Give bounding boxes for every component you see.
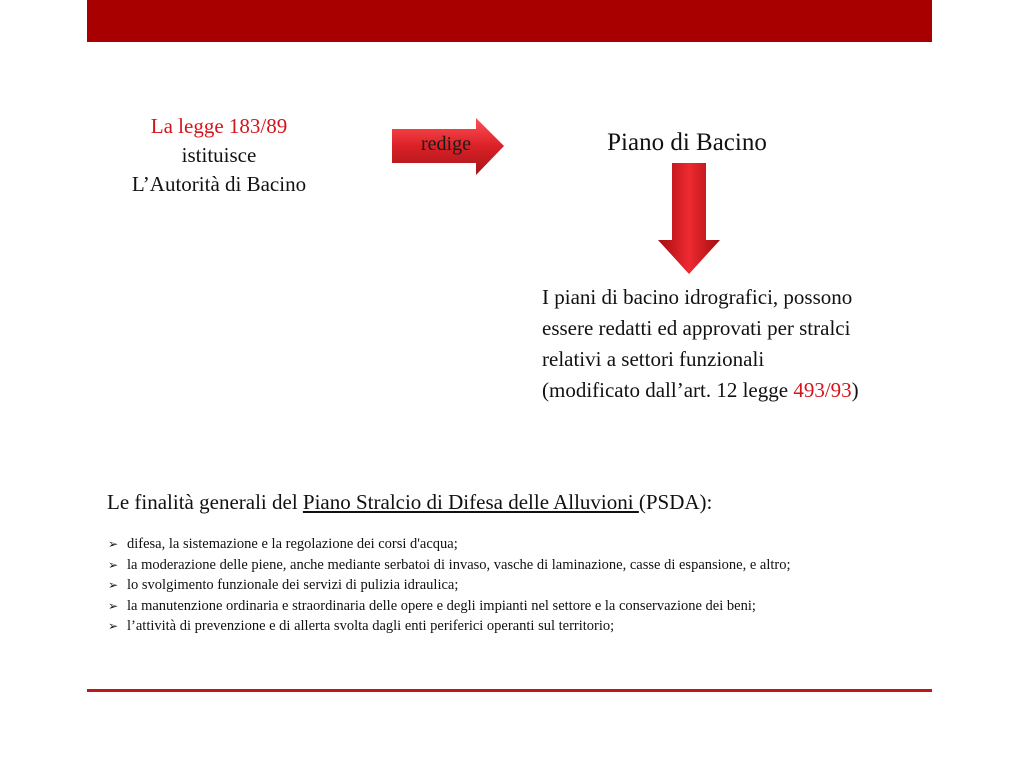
list-item: [107, 534, 907, 555]
authority-name: L’Autorità di Bacino: [131, 172, 307, 196]
law-reference: La legge 183/89: [150, 114, 288, 138]
goals-intro: Le finalità generali del: [107, 490, 303, 514]
list-item: [107, 555, 907, 576]
arrowhead-bullet-icon: ➢: [108, 537, 119, 551]
arrowhead-bullet-icon: ➢: [108, 598, 119, 613]
list-item-text: la moderazione delle piene, anche mediante serbatoi di invaso, vasche di laminazione, casse di espansione, e altro;: [127, 556, 791, 573]
arrowhead-bullet-icon: ➢: [108, 619, 119, 633]
law-493-93-reference: 493/93: [793, 378, 852, 402]
psda-acronym: (PSDA):: [638, 490, 713, 514]
law-block: [100, 112, 338, 199]
list-item: [107, 616, 907, 637]
goals-list: [107, 534, 907, 637]
list-item-text: lo svolgimento funzionale dei servizi di pulizia idraulica;: [127, 577, 459, 593]
header-bar: [87, 0, 932, 42]
arrowhead-bullet-icon: ➢: [108, 557, 119, 572]
plan-description-text: I piani di bacino idrografici, possono essere redatti ed approvati per stralci relativi a settori funzionali (modificato dall’art. 12 legge: [542, 285, 853, 402]
down-arrow-icon: [656, 160, 722, 278]
arrowhead-bullet-icon: ➢: [108, 578, 119, 592]
list-item-text: l’attività di prevenzione e di allerta svolta dagli enti periferici operanti sul territorio;: [127, 618, 615, 634]
plan-description-end: ): [851, 378, 859, 402]
list-item: [107, 596, 907, 617]
list-item: [107, 575, 907, 596]
psda-plan-name: Piano Stralcio di Difesa delle Alluvioni: [302, 490, 639, 514]
plan-description: [542, 282, 862, 406]
goals-heading: [107, 488, 927, 516]
footer-rule: [87, 689, 932, 692]
law-verb: istituisce: [181, 143, 257, 167]
plan-title: Piano di Bacino: [607, 129, 767, 156]
arrow-label: redige: [421, 133, 471, 155]
list-item-text: la manutenzione ordinaria e straordinaria delle opere e degli impianti nel settore e la conservazione dei beni;: [127, 597, 756, 614]
list-item-text: difesa, la sistemazione e la regolazione dei corsi d'acqua;: [127, 536, 458, 552]
